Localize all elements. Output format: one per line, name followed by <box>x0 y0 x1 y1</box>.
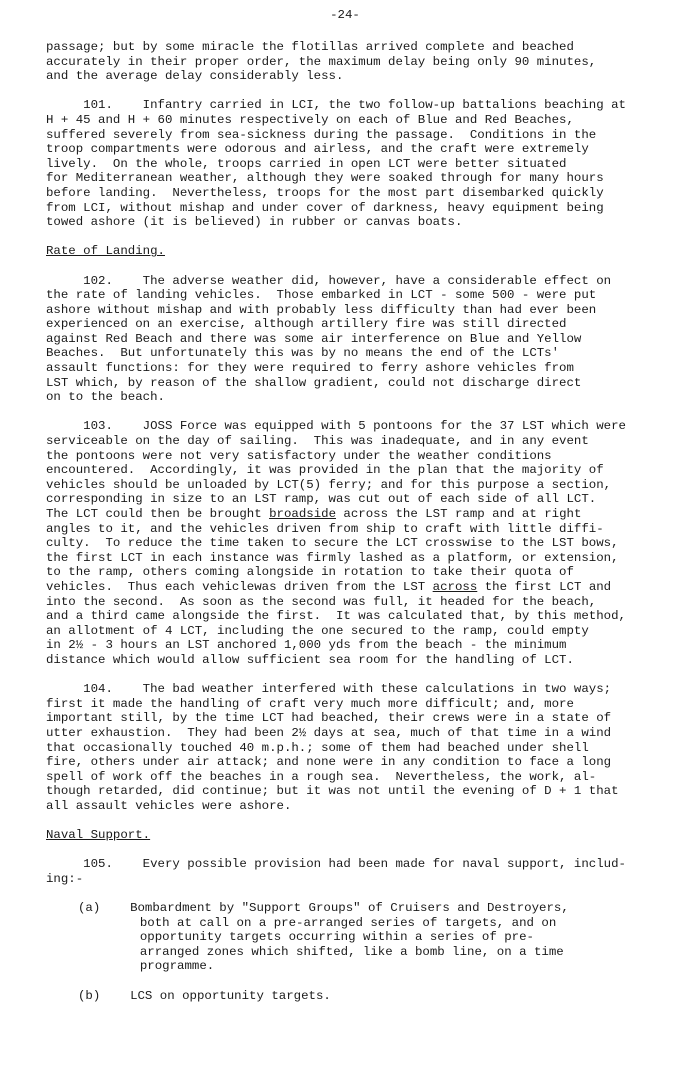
text-line <box>46 580 646 595</box>
text-line: programme. <box>125 959 215 974</box>
text-line: passage; but by some miracle the flotillas arrived complete and beached <box>46 40 574 54</box>
text-line <box>46 507 646 522</box>
text-line: distance which would allow sufficient sea room for the handling of LCT. <box>46 652 574 667</box>
text-line: accurately in their proper order, the maximum delay being only 90 minutes, <box>46 54 597 69</box>
text-line: 104. The bad weather interfered with these calculations in two ways; <box>46 682 612 697</box>
text-line: Beaches. But unfortunately this was by no means the end of the LCTs' <box>46 346 560 361</box>
text-line: in 2½ - 3 hours an LST anchored 1,000 yds from the beach - the minimum <box>46 638 567 653</box>
text-line: 103. JOSS Force was equipped with 5 pontoons for the 37 LST which were <box>46 419 626 434</box>
text-line: towed ashore (it is believed) in rubber or canvas boats. <box>46 215 463 230</box>
text-line: assault functions: for they were required to ferry ashore vehicles from <box>46 361 574 376</box>
paragraph-intro <box>46 40 646 84</box>
text-line: ashore without mishap and with probably less difficulty than had ever been <box>46 302 597 317</box>
list-marker: (a) <box>78 901 101 916</box>
text-line: arranged zones which shifted, like a bomb line, on a time <box>125 944 564 959</box>
text-line: fire, others under air attack; and none were in any condition to face a long <box>46 755 612 770</box>
paragraph-101 <box>46 98 646 229</box>
list-item-text: Bombardment by "Support Groups" of Cruisers and Destroyers, <box>130 901 569 916</box>
underlined-word-across: across <box>432 579 478 594</box>
text-line: against Red Beach and there was some air interference on Blue and Yellow <box>46 331 582 346</box>
text-line: LST which, by reason of the shallow gradient, could not discharge direct <box>46 375 582 390</box>
text-line: spell of work off the beaches in a rough sea. Nevertheless, the work, al- <box>46 769 597 784</box>
text-line: suffered severely from sea-sickness during the passage. Conditions in the <box>46 127 597 142</box>
text-line: serviceable on the day of sailing. This was inadequate, and in any event <box>46 434 589 449</box>
text-line: an allotment of 4 LCT, including the one secured to the ramp, could empty <box>46 623 589 638</box>
paragraph-103 <box>46 419 646 667</box>
text-line: 101. Infantry carried in LCI, the two follow-up battalions beaching at <box>46 98 626 113</box>
text-line: utter exhaustion. They had been 2½ days at sea, much of that time in a wind <box>46 725 612 740</box>
list-item-b <box>46 989 646 1004</box>
text-line: troop compartments were odorous and airless, and the craft were extremely <box>46 142 589 157</box>
text-line: opportunity targets occurring within a series of pre- <box>125 930 534 945</box>
text-line: angles to it, and the vehicles driven from ship to craft with little diffi- <box>46 521 604 536</box>
text-line: the rate of landing vehicles. Those embarked in LCT - some 500 - were put <box>46 288 597 303</box>
text-line: for Mediterranean weather, although they were soaked through for many hours <box>46 171 604 186</box>
text-line: vehicles should be unloaded by LCT(5) ferry; and for this purpose a section, <box>46 477 612 492</box>
text-line: the pontoons were not very satisfactory under the weather conditions <box>46 448 552 463</box>
text-run: across the LST ramp and at right <box>336 507 582 521</box>
text-run: vehicles. Thus each vehiclewas driven from the LST <box>46 579 433 594</box>
text-line: culty. To reduce the time taken to secure the LCT crosswise to the LST bows, <box>46 536 619 551</box>
text-line: and the average delay considerably less. <box>46 69 344 84</box>
text-line: before landing. Nevertheless, troops for the most part disembarked quickly <box>46 185 604 200</box>
paragraph-104 <box>46 682 646 813</box>
text-line: ing:- <box>46 871 84 886</box>
document-body <box>46 40 646 1003</box>
text-line: first it made the handling of craft very much more difficult; and, more <box>46 696 574 711</box>
text-line: though retarded, did continue; but it was not until the evening of D + 1 that <box>46 784 619 799</box>
section-heading-naval-support: Naval Support. <box>46 828 151 843</box>
text-line <box>46 989 646 1004</box>
text-line: and a third came alongside the first. It was calculated that, by this method, <box>46 609 626 624</box>
text-line: H + 45 and H + 60 minutes respectively on each of Blue and Red Beaches, <box>46 112 574 127</box>
text-line: that occasionally touched 40 m.p.h.; some of them had beached under shell <box>46 740 589 755</box>
text-line: experienced on an exercise, although artillery fire was still directed <box>46 317 567 332</box>
text-line: 102. The adverse weather did, however, have a considerable effect on <box>46 273 612 288</box>
text-line: both at call on a pre-arranged series of targets, and on <box>125 915 557 930</box>
text-line: the first LCT in each instance was firmly lashed as a platform, or extension, <box>46 550 619 565</box>
section-heading-rate-of-landing: Rate of Landing. <box>46 244 165 259</box>
list-marker: (b) <box>78 988 101 1003</box>
list-item-text: LCS on opportunity targets. <box>130 988 331 1003</box>
paragraph-102 <box>46 274 646 405</box>
text-line: from LCI, without mishap and under cover of darkness, heavy equipment being <box>46 200 604 215</box>
underlined-word-broadside: broadside <box>269 507 336 521</box>
text-run: the first LCT and <box>477 579 612 594</box>
list-item-a <box>46 901 646 974</box>
text-line: 105. Every possible provision had been made for naval support, includ- <box>46 857 626 872</box>
text-line: important still, by the time LCT had beached, their crews were in a state of <box>46 711 612 726</box>
page-number: -24- <box>330 8 360 22</box>
text-line: all assault vehicles were ashore. <box>46 798 292 813</box>
text-line: to the ramp, others coming alongside in rotation to take their quota of <box>46 565 574 580</box>
text-line: lively. On the whole, troops carried in open LCT were better situated <box>46 156 567 171</box>
text-run: The LCT could then be brought <box>46 507 270 521</box>
text-line: into the second. As soon as the second was full, it headed for the beach, <box>46 594 597 609</box>
text-line: on to the beach. <box>46 390 165 405</box>
text-line: corresponding in size to an LST ramp, was cut out of each side of all LCT. <box>46 492 597 507</box>
text-line <box>46 901 646 916</box>
text-line: encountered. Accordingly, it was provided in the plan that the majority of <box>46 463 604 478</box>
paragraph-105 <box>46 857 646 886</box>
